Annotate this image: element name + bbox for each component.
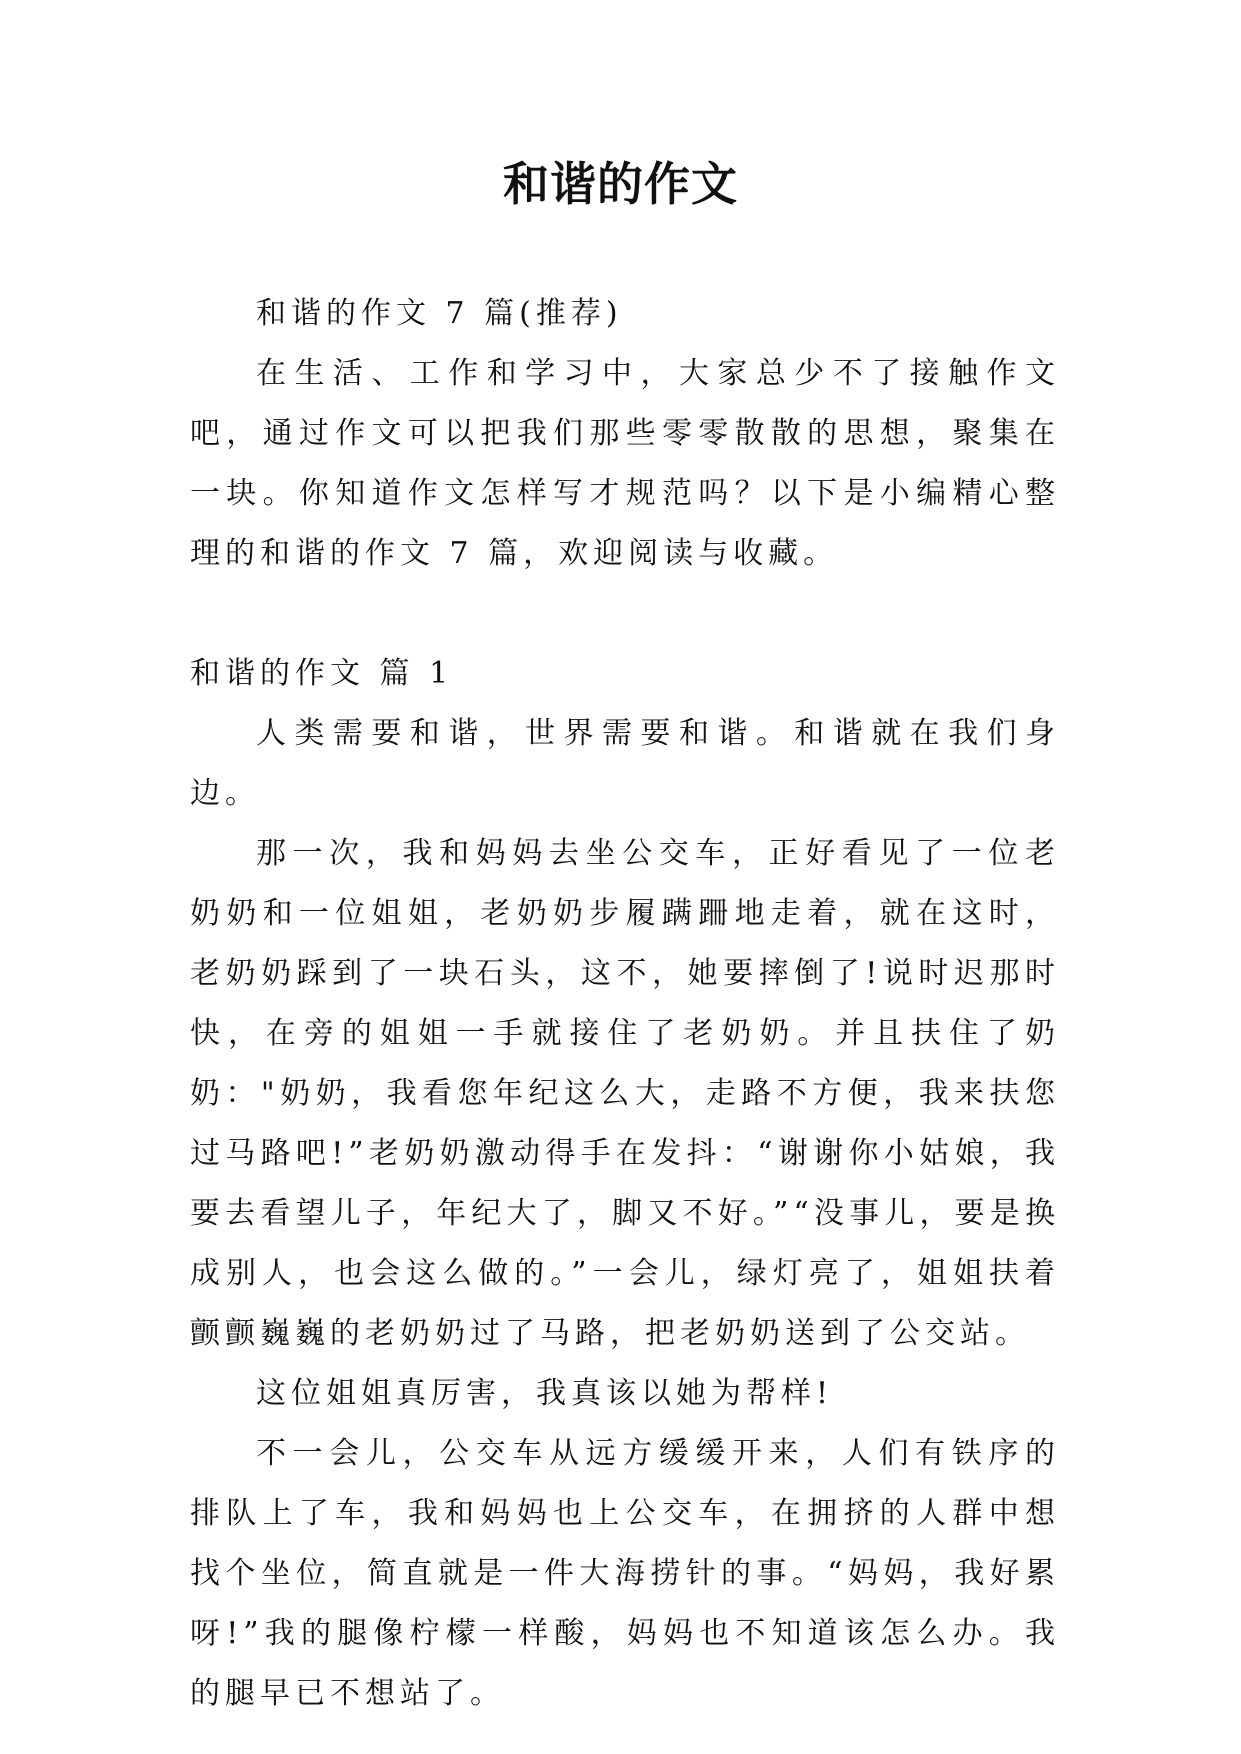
body-paragraph: 那一次，我和妈妈去坐公交车，正好看见了一位老奶奶和一位姐姐，老奶奶步履蹒跚地走着，就在这时，老奶奶踩到了一块石头，这不，她要摔倒了!说时迟那时快，在旁的姐姐一手就接住了老奶奶。并且扶住了奶奶："奶奶，我看您年纪这么大，走路不方便，我来扶您过马路吧!”老奶奶激动得手在发抖：“谢谢你小姑娘，我要去看望儿子，年纪大了，脚又不好。”“没事儿，要是换成别人，也会这么做的。”一会儿，绿灯亮了，姐姐扶着颤颤巍巍的老奶奶过了马路，把老奶奶送到了公交站。 — [190, 836, 1060, 1351]
subtitle-paragraph: 和谐的作文 7 篇(推荐) — [256, 296, 623, 331]
document-title: 和谐的作文 — [503, 157, 738, 211]
body-paragraph: 不一会儿，公交车从远方缓缓开来，人们有铁序的排队上了车，我和妈妈也上公交车，在拥挤的人群中想找个坐位，简直就是一件大海捞针的事。“妈妈，我好累呀!”我的腿像柠檬一样酸，妈妈也不知道该怎么办。我的腿早已不想站了。 — [190, 1436, 1060, 1711]
body-paragraph: 人类需要和谐，世界需要和谐。和谐就在我们身边。 — [190, 716, 1060, 811]
section-heading: 和谐的作文 篇 1 — [190, 656, 454, 691]
intro-paragraph: 在生活、工作和学习中，大家总少不了接触作文吧，通过作文可以把我们那些零零散散的思想，聚集在一块。你知道作文怎样写才规范吗？以下是小编精心整理的和谐的作文 7 篇，欢迎阅读与收藏。 — [190, 356, 1060, 571]
document-body — [190, 284, 1060, 1724]
body-paragraph: 这位姐姐真厉害，我真该以她为帮样! — [256, 1376, 834, 1411]
